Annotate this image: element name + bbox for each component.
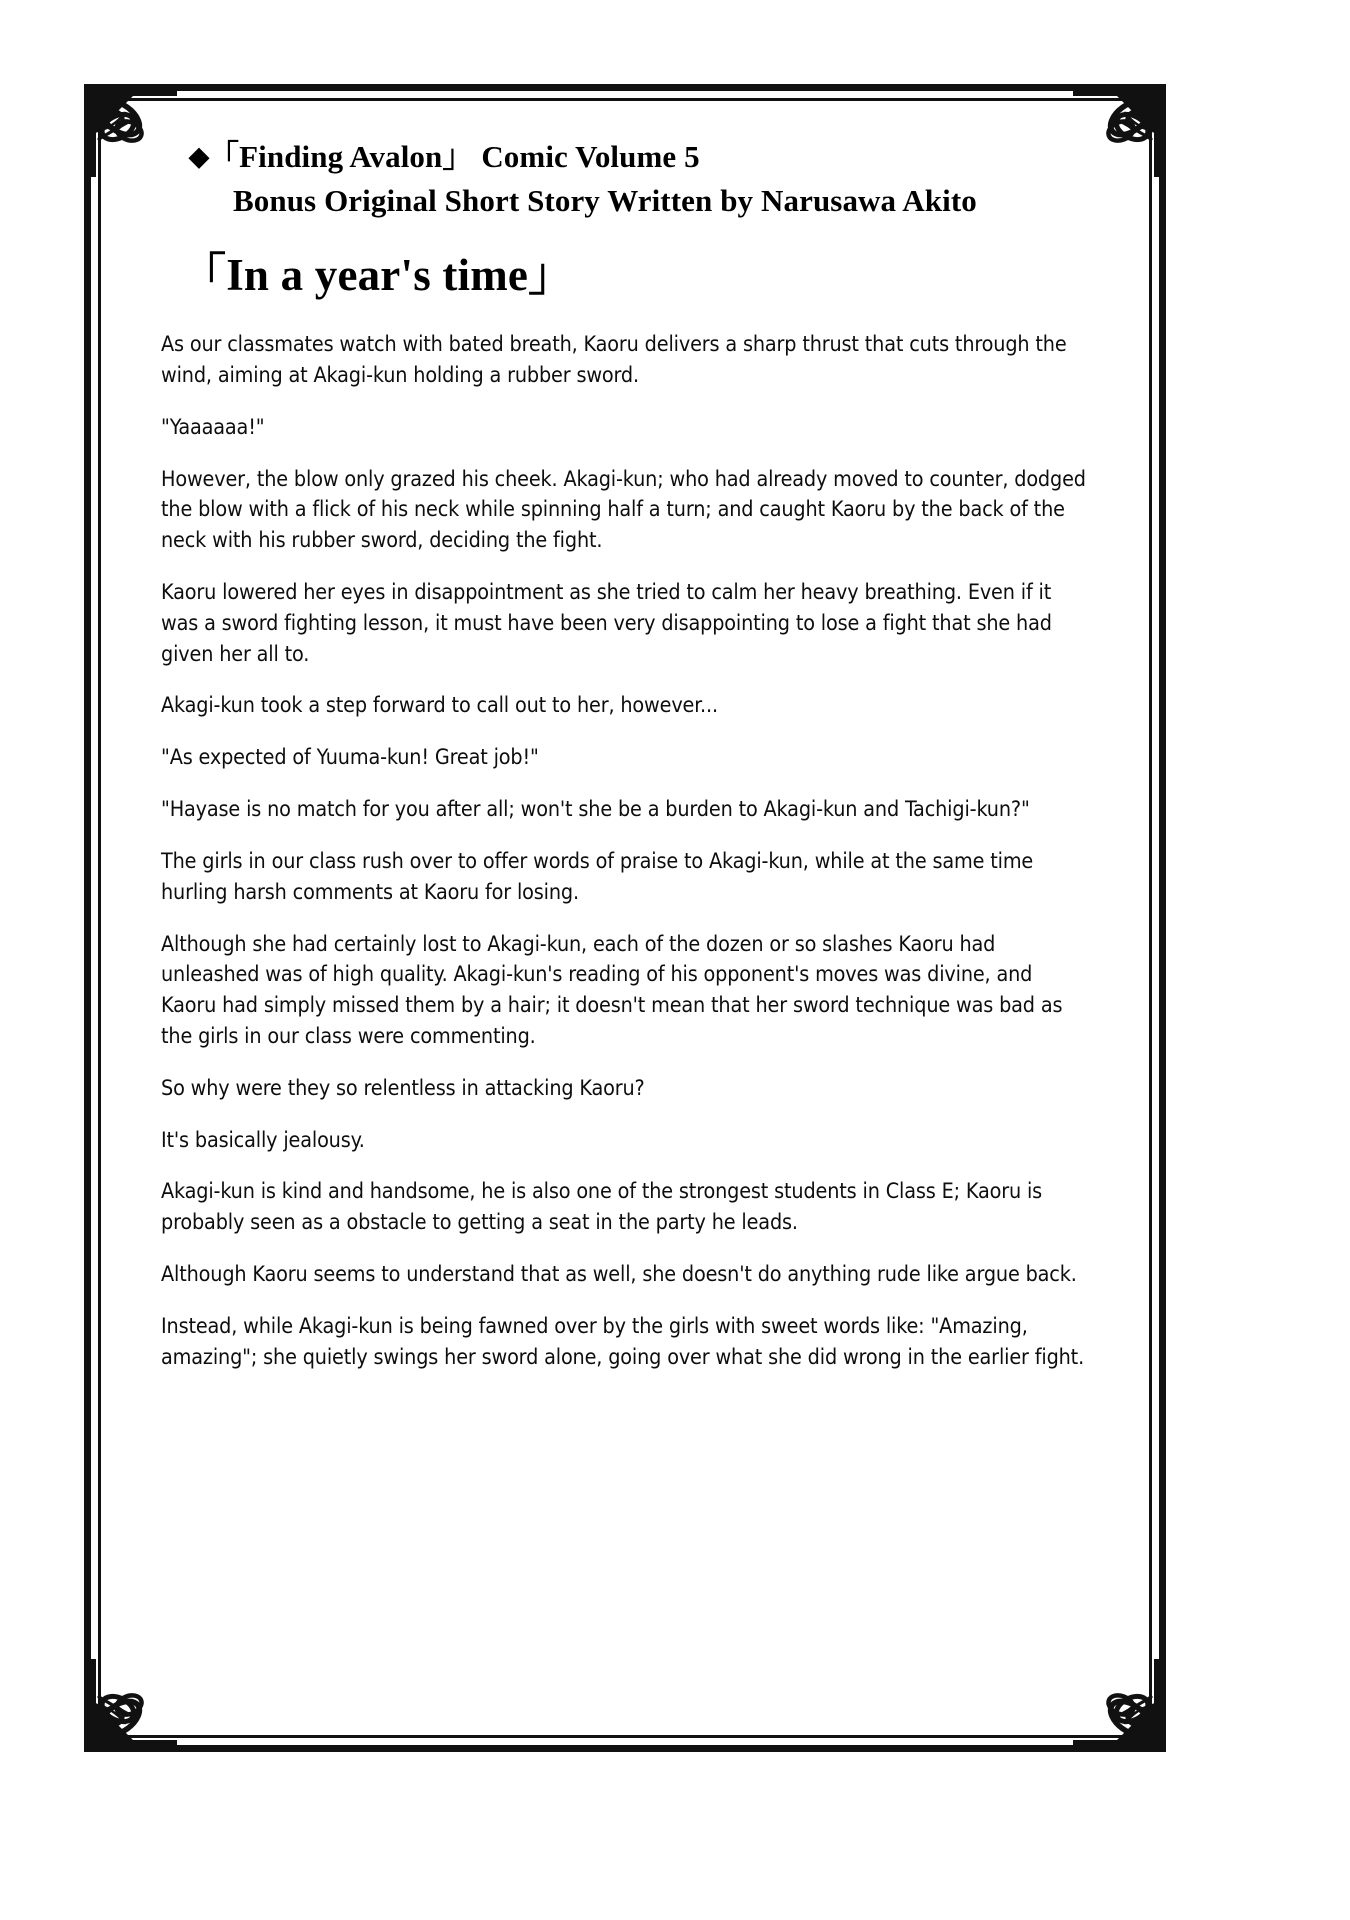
paragraph: As our classmates watch with bated breath, Kaoru delivers a sharp thrust that cuts through the wind, aiming at Akagi-kun holding a rubber sword. — [161, 332, 1067, 388]
paragraph: It's basically jealousy. — [161, 1127, 365, 1153]
paragraph: So why were they so relentless in attacking Kaoru? — [161, 1075, 645, 1101]
story-body — [143, 330, 1099, 1373]
paragraph: Although she had certainly lost to Akagi-kun, each of the dozen or so slashes Kaoru had unleashed was of high quality. Akagi-kun's reading of his opponent's moves was divine, and Kaoru had simply missed them by a hair; it doesn't mean that her sword technique was bad as the girls in our class were commenting. — [161, 931, 1063, 1049]
page-header — [143, 135, 1099, 223]
page-content — [91, 91, 1159, 1745]
decorative-frame — [84, 84, 1166, 1752]
paragraph: The girls in our class rush over to offer words of praise to Akagi-kun, while at the same time hurling harsh comments at Kaoru for losing. — [161, 848, 1034, 905]
paragraph: Kaoru lowered her eyes in disappointment as she tried to calm her heavy breathing. Even if it was a sword fighting lesson, it must have been very disappointing to lose a fight that she had given her all to. — [161, 580, 1052, 667]
paragraph: "As expected of Yuuma-kun! Great job!" — [161, 745, 539, 771]
header-line-volume — [143, 135, 1099, 179]
diamond-bullet-icon: ◆ — [189, 142, 208, 171]
paragraph: "Hayase is no match for you after all; won't she be a burden to Akagi-kun and Tachigi-kun?" — [161, 797, 1030, 823]
paragraph: Akagi-kun took a step forward to call out to her, however... — [161, 693, 718, 719]
header-line-byline: Bonus Original Short Story Written by Narusawa Akito — [233, 183, 977, 219]
header-volume-text: 「Finding Avalon」 Comic Volume 5 — [208, 139, 700, 174]
paragraph: However, the blow only grazed his cheek. Akagi-kun; who had already moved to counter, dodged the blow with a flick of his neck while spinning half a turn; and caught Kaoru by the back of the neck with his rubber sword, deciding the fight. — [161, 466, 1086, 554]
page-title: 「In a year's time」 — [181, 250, 574, 301]
paragraph: Instead, while Akagi-kun is being fawned over by the girls with sweet words like: "Amazing, amazing"; she quietly swings her sword alone, going over what she did wrong in the earlier fight. — [161, 1313, 1085, 1370]
paragraph: Akagi-kun is kind and handsome, he is also one of the strongest students in Class E; Kaoru is probably seen as a obstacle to getting a seat in the party he leads. — [161, 1179, 1043, 1236]
paragraph: "Yaaaaaa!" — [161, 414, 265, 440]
paragraph: Although Kaoru seems to understand that as well, she doesn't do anything rude like argue back. — [161, 1262, 1077, 1287]
